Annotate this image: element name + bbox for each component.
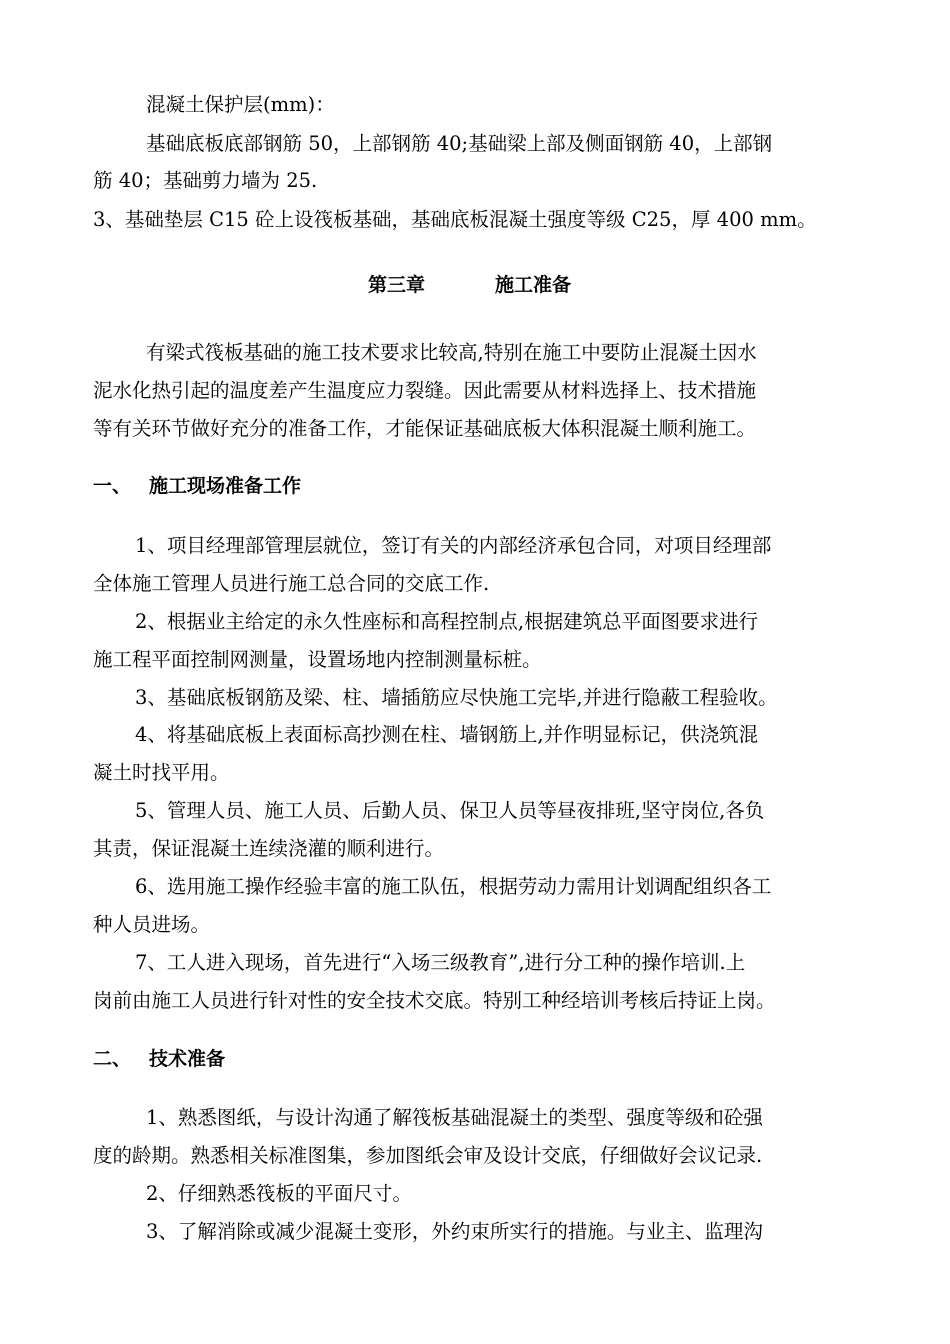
section-1-line: 6、选用施工操作经验丰富的施工队伍，根据劳动力需用计划调配组织各工 (135, 875, 772, 898)
section-2-heading (93, 1046, 225, 1072)
chapter-number: 第三章 (368, 274, 426, 296)
section-1-line: 4、将基础底板上表面标高抄测在柱、墙钢筋上,并作明显标记，供浇筑混 (135, 723, 759, 746)
section-1-line: 7、工人进入现场，首先进行“入场三级教育”,进行分工种的操作培训.上 (135, 951, 746, 974)
section-1-title: 施工现场准备工作 (149, 475, 302, 497)
chapter-intro-line: 泥水化热引起的温度差产生温度应力裂缝。因此需要从材料选择上、技术措施 (93, 379, 757, 402)
section-1-line: 其责，保证混凝土连续浇灌的顺利进行。 (93, 837, 445, 860)
section-1-line: 5、管理人员、施工人员、后勤人员、保卫人员等昼夜排班,坚守岗位,各负 (135, 799, 765, 822)
section-1-line: 种人员进场。 (93, 913, 211, 936)
section-2-line: 2、仔细熟悉筏板的平面尺寸。 (146, 1182, 412, 1205)
intro-item-3: 3、基础垫层 C15 砼上设筏板基础，基础底板混凝土强度等级 C25，厚 400 mm。 (93, 208, 817, 231)
section-1-line: 凝土时找平用。 (93, 761, 230, 784)
protective-layer-line-1: 基础底板底部钢筋 50，上部钢筋 40;基础梁上部及侧面钢筋 40，上部钢 (146, 132, 773, 155)
section-1-line: 3、基础底板钢筋及梁、柱、墙插筋应尽快施工完毕,并进行隐蔽工程验收。 (135, 686, 778, 709)
section-2-line: 1、熟悉图纸，与设计沟通了解筏板基础混凝土的类型、强度等级和砼强 (146, 1106, 763, 1129)
section-1-line: 施工程平面控制网测量，设置场地内控制测量标桩。 (93, 648, 542, 671)
section-1-line: 全体施工管理人员进行施工总合同的交底工作. (93, 572, 490, 595)
section-2-line: 度的龄期。熟悉相关标准图集，参加图纸会审及设计交底，仔细做好会议记录. (93, 1144, 763, 1167)
chapter-title: 施工准备 (495, 274, 572, 296)
section-2-number: 二、 (93, 1048, 132, 1070)
chapter-intro-line: 等有关环节做好充分的准备工作，才能保证基础底板大体积混凝土顺利施工。 (93, 417, 757, 440)
chapter-intro-line: 有梁式筏板基础的施工技术要求比较高,特别在施工中要防止混凝土因水 (146, 341, 757, 364)
section-2-title: 技术准备 (149, 1048, 226, 1070)
section-1-line: 1、项目经理部管理层就位，签订有关的内部经济承包合同，对项目经理部 (135, 534, 772, 557)
section-2-line: 3、了解消除或减少混凝土变形，外约束所实行的措施。与业主、监理沟 (146, 1220, 763, 1243)
protective-layer-line-2: 筋 40；基础剪力墙为 25. (93, 169, 318, 192)
protective-layer-title: 混凝土保护层(mm)： (146, 93, 335, 116)
section-1-line: 2、根据业主给定的永久性座标和高程控制点,根据建筑总平面图要求进行 (135, 610, 759, 633)
section-1-line: 岗前由施工人员进行针对性的安全技术交底。特别工种经培训考核后持证上岗。 (93, 989, 776, 1012)
section-1-number: 一、 (93, 475, 132, 497)
section-1-heading (93, 473, 301, 499)
